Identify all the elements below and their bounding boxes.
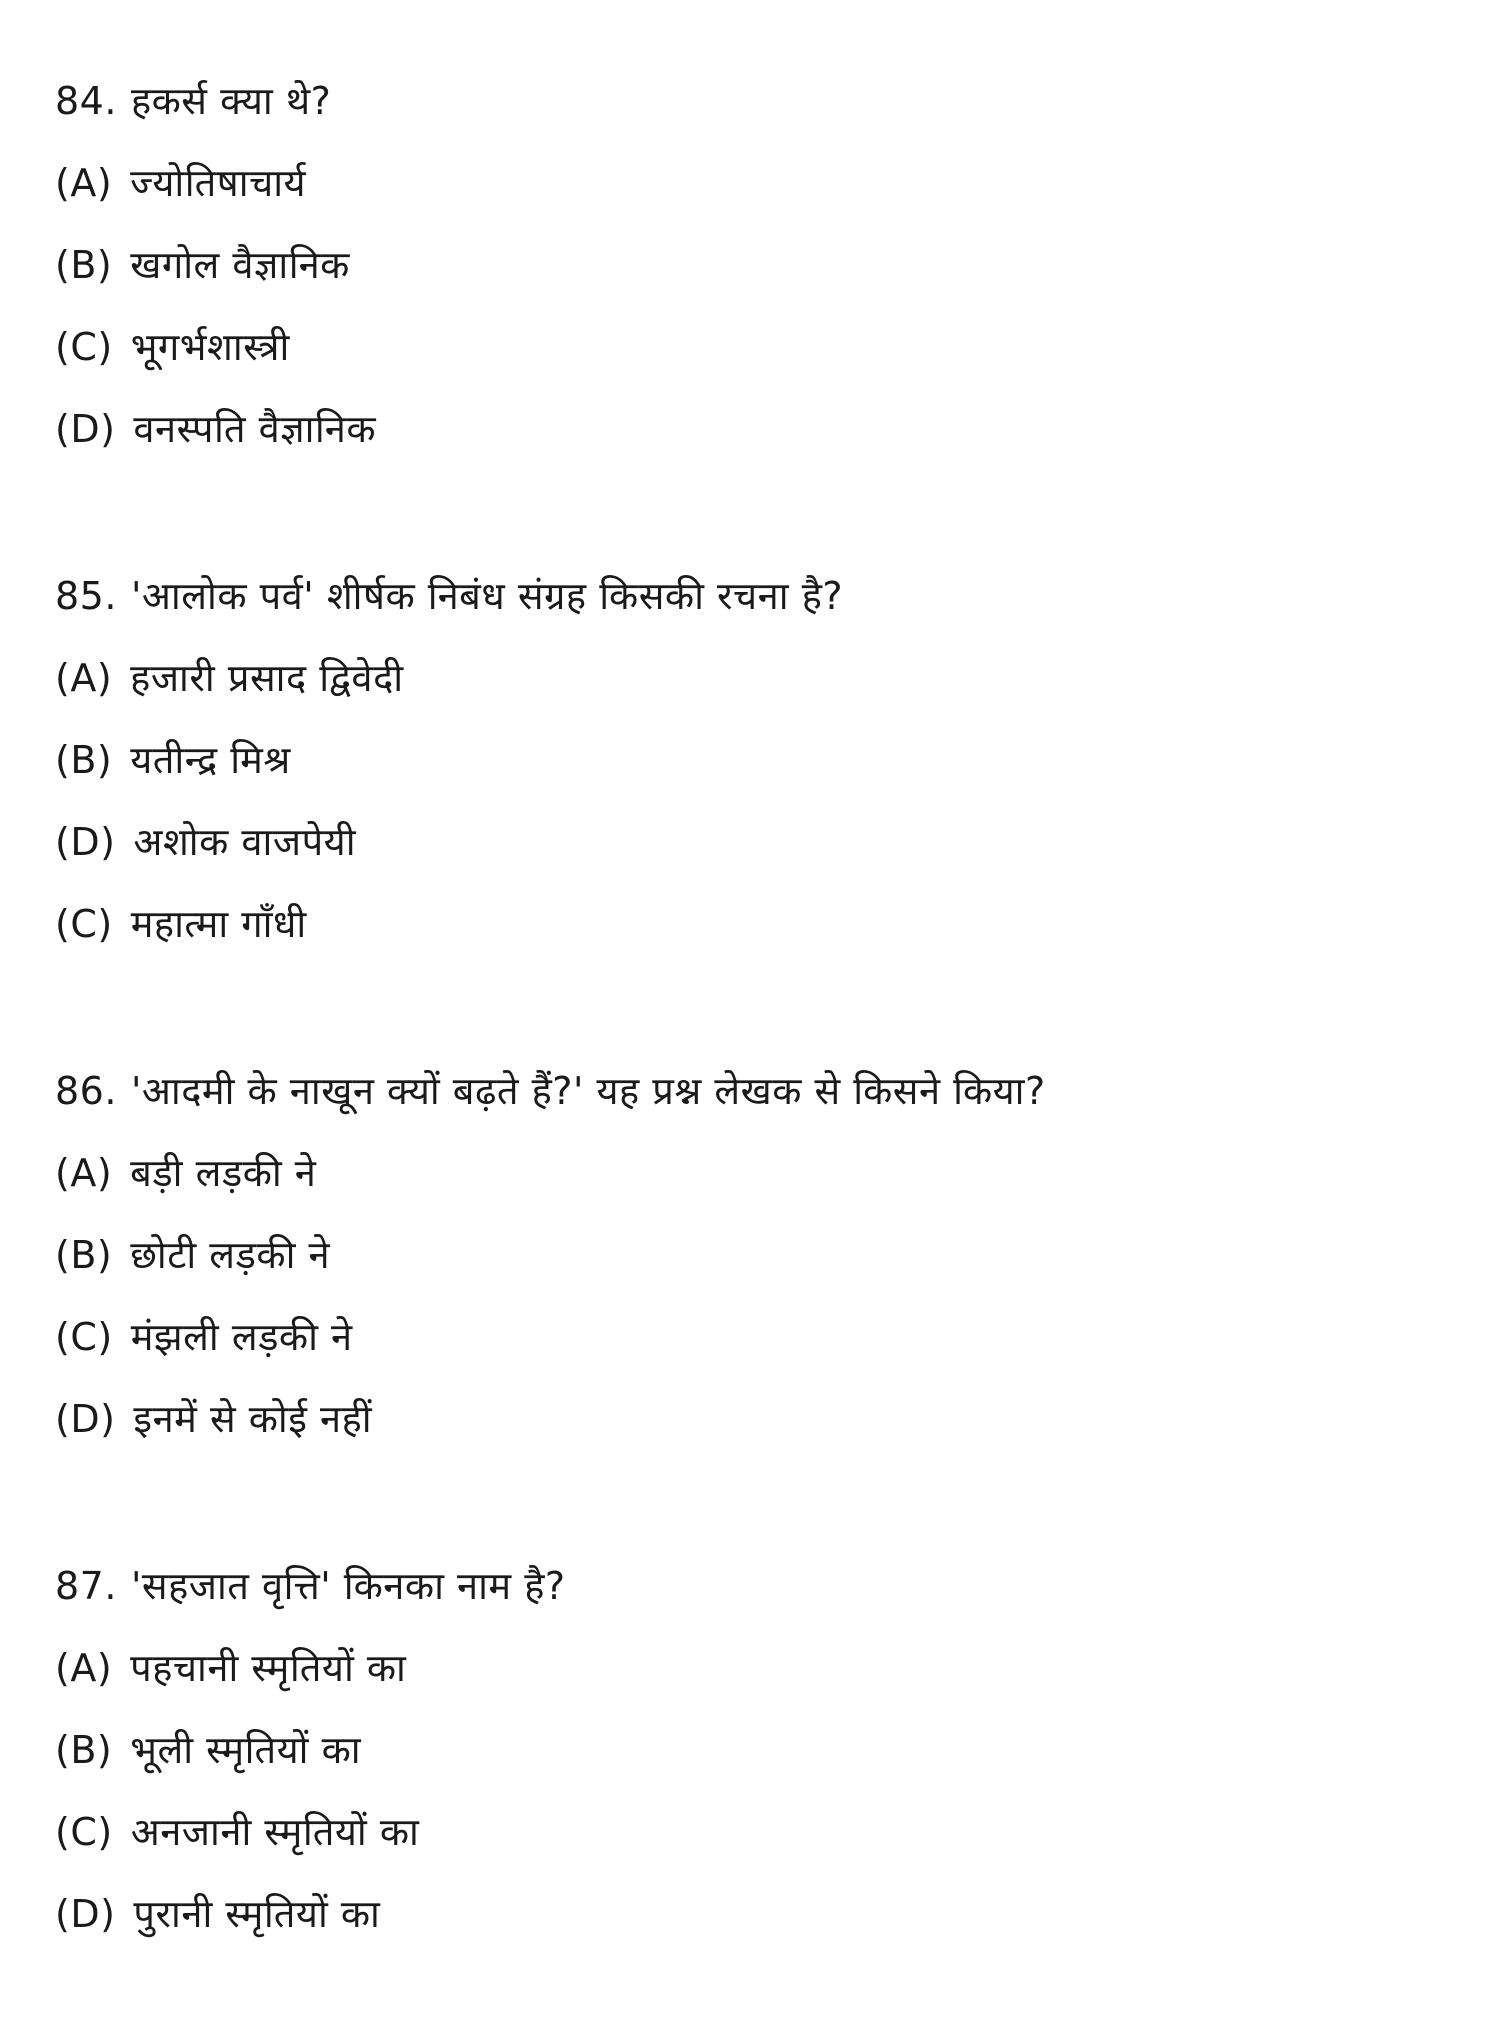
option-label: (D)	[55, 820, 116, 864]
option-d	[55, 388, 1455, 470]
question-text: 'आलोक पर्व' शीर्षक निबंध संग्रह किसकी रचना है?	[130, 574, 844, 618]
question-text: हकर्स क्या थे?	[130, 79, 332, 123]
option-label: (D)	[55, 1892, 116, 1936]
option-text: इनमें से कोई नहीं	[133, 1397, 373, 1441]
option-a	[55, 637, 1455, 719]
option-label: (A)	[55, 1151, 113, 1195]
option-label: (B)	[55, 243, 113, 287]
question-87	[55, 1545, 1455, 1955]
option-c	[55, 883, 1455, 965]
question-85	[55, 555, 1455, 965]
question-number: 84.	[55, 79, 117, 123]
option-text: भूली स्मृतियों का	[130, 1728, 362, 1772]
option-label: (C)	[55, 1315, 113, 1359]
option-text: भूगर्भशास्त्री	[130, 325, 290, 369]
option-label: (A)	[55, 161, 113, 205]
option-b	[55, 224, 1455, 306]
option-label: (B)	[55, 738, 113, 782]
option-text: मंझली लड़की ने	[130, 1315, 353, 1359]
option-c	[55, 1791, 1455, 1873]
option-a	[55, 1132, 1455, 1214]
question-stem	[55, 555, 1455, 637]
question-stem	[55, 60, 1455, 142]
option-d	[55, 1873, 1455, 1955]
question-text: 'सहजात वृत्ति' किनका नाम है?	[130, 1564, 566, 1608]
question-number: 87.	[55, 1564, 117, 1608]
option-label: (A)	[55, 656, 113, 700]
option-label: (C)	[55, 1810, 113, 1854]
option-text: अनजानी स्मृतियों का	[130, 1810, 420, 1854]
option-a	[55, 142, 1455, 224]
option-b	[55, 1214, 1455, 1296]
option-text: हजारी प्रसाद द्विवेदी	[130, 656, 404, 700]
option-text: अशोक वाजपेयी	[133, 820, 357, 864]
question-number: 86.	[55, 1069, 117, 1113]
option-text: खगोल वैज्ञानिक	[130, 243, 350, 287]
option-label: (D)	[55, 407, 116, 451]
option-a	[55, 1627, 1455, 1709]
question-86	[55, 1050, 1455, 1460]
question-stem	[55, 1050, 1455, 1132]
option-text: पुरानी स्मृतियों का	[133, 1892, 381, 1936]
option-text: वनस्पति वैज्ञानिक	[133, 407, 377, 451]
option-d	[55, 1378, 1455, 1460]
option-label: (C)	[55, 902, 113, 946]
option-label: (D)	[55, 1397, 116, 1441]
question-text: 'आदमी के नाखून क्यों बढ़ते हैं?' यह प्रश्न लेखक से किसने किया?	[130, 1069, 1046, 1113]
option-text: यतीन्द्र मिश्र	[130, 738, 291, 782]
option-label: (A)	[55, 1646, 113, 1690]
option-b	[55, 719, 1455, 801]
option-text: छोटी लड़की ने	[130, 1233, 331, 1277]
option-text: महात्मा गाँधी	[130, 902, 307, 946]
option-label: (B)	[55, 1233, 113, 1277]
option-label: (C)	[55, 325, 113, 369]
option-label: (B)	[55, 1728, 113, 1772]
option-b	[55, 1709, 1455, 1791]
option-text: ज्योतिषाचार्य	[130, 161, 307, 205]
option-text: पहचानी स्मृतियों का	[130, 1646, 407, 1690]
question-number: 85.	[55, 574, 117, 618]
option-d	[55, 801, 1455, 883]
question-84	[55, 60, 1455, 470]
option-c	[55, 306, 1455, 388]
option-c	[55, 1296, 1455, 1378]
question-stem	[55, 1545, 1455, 1627]
option-text: बड़ी लड़की ने	[130, 1151, 317, 1195]
